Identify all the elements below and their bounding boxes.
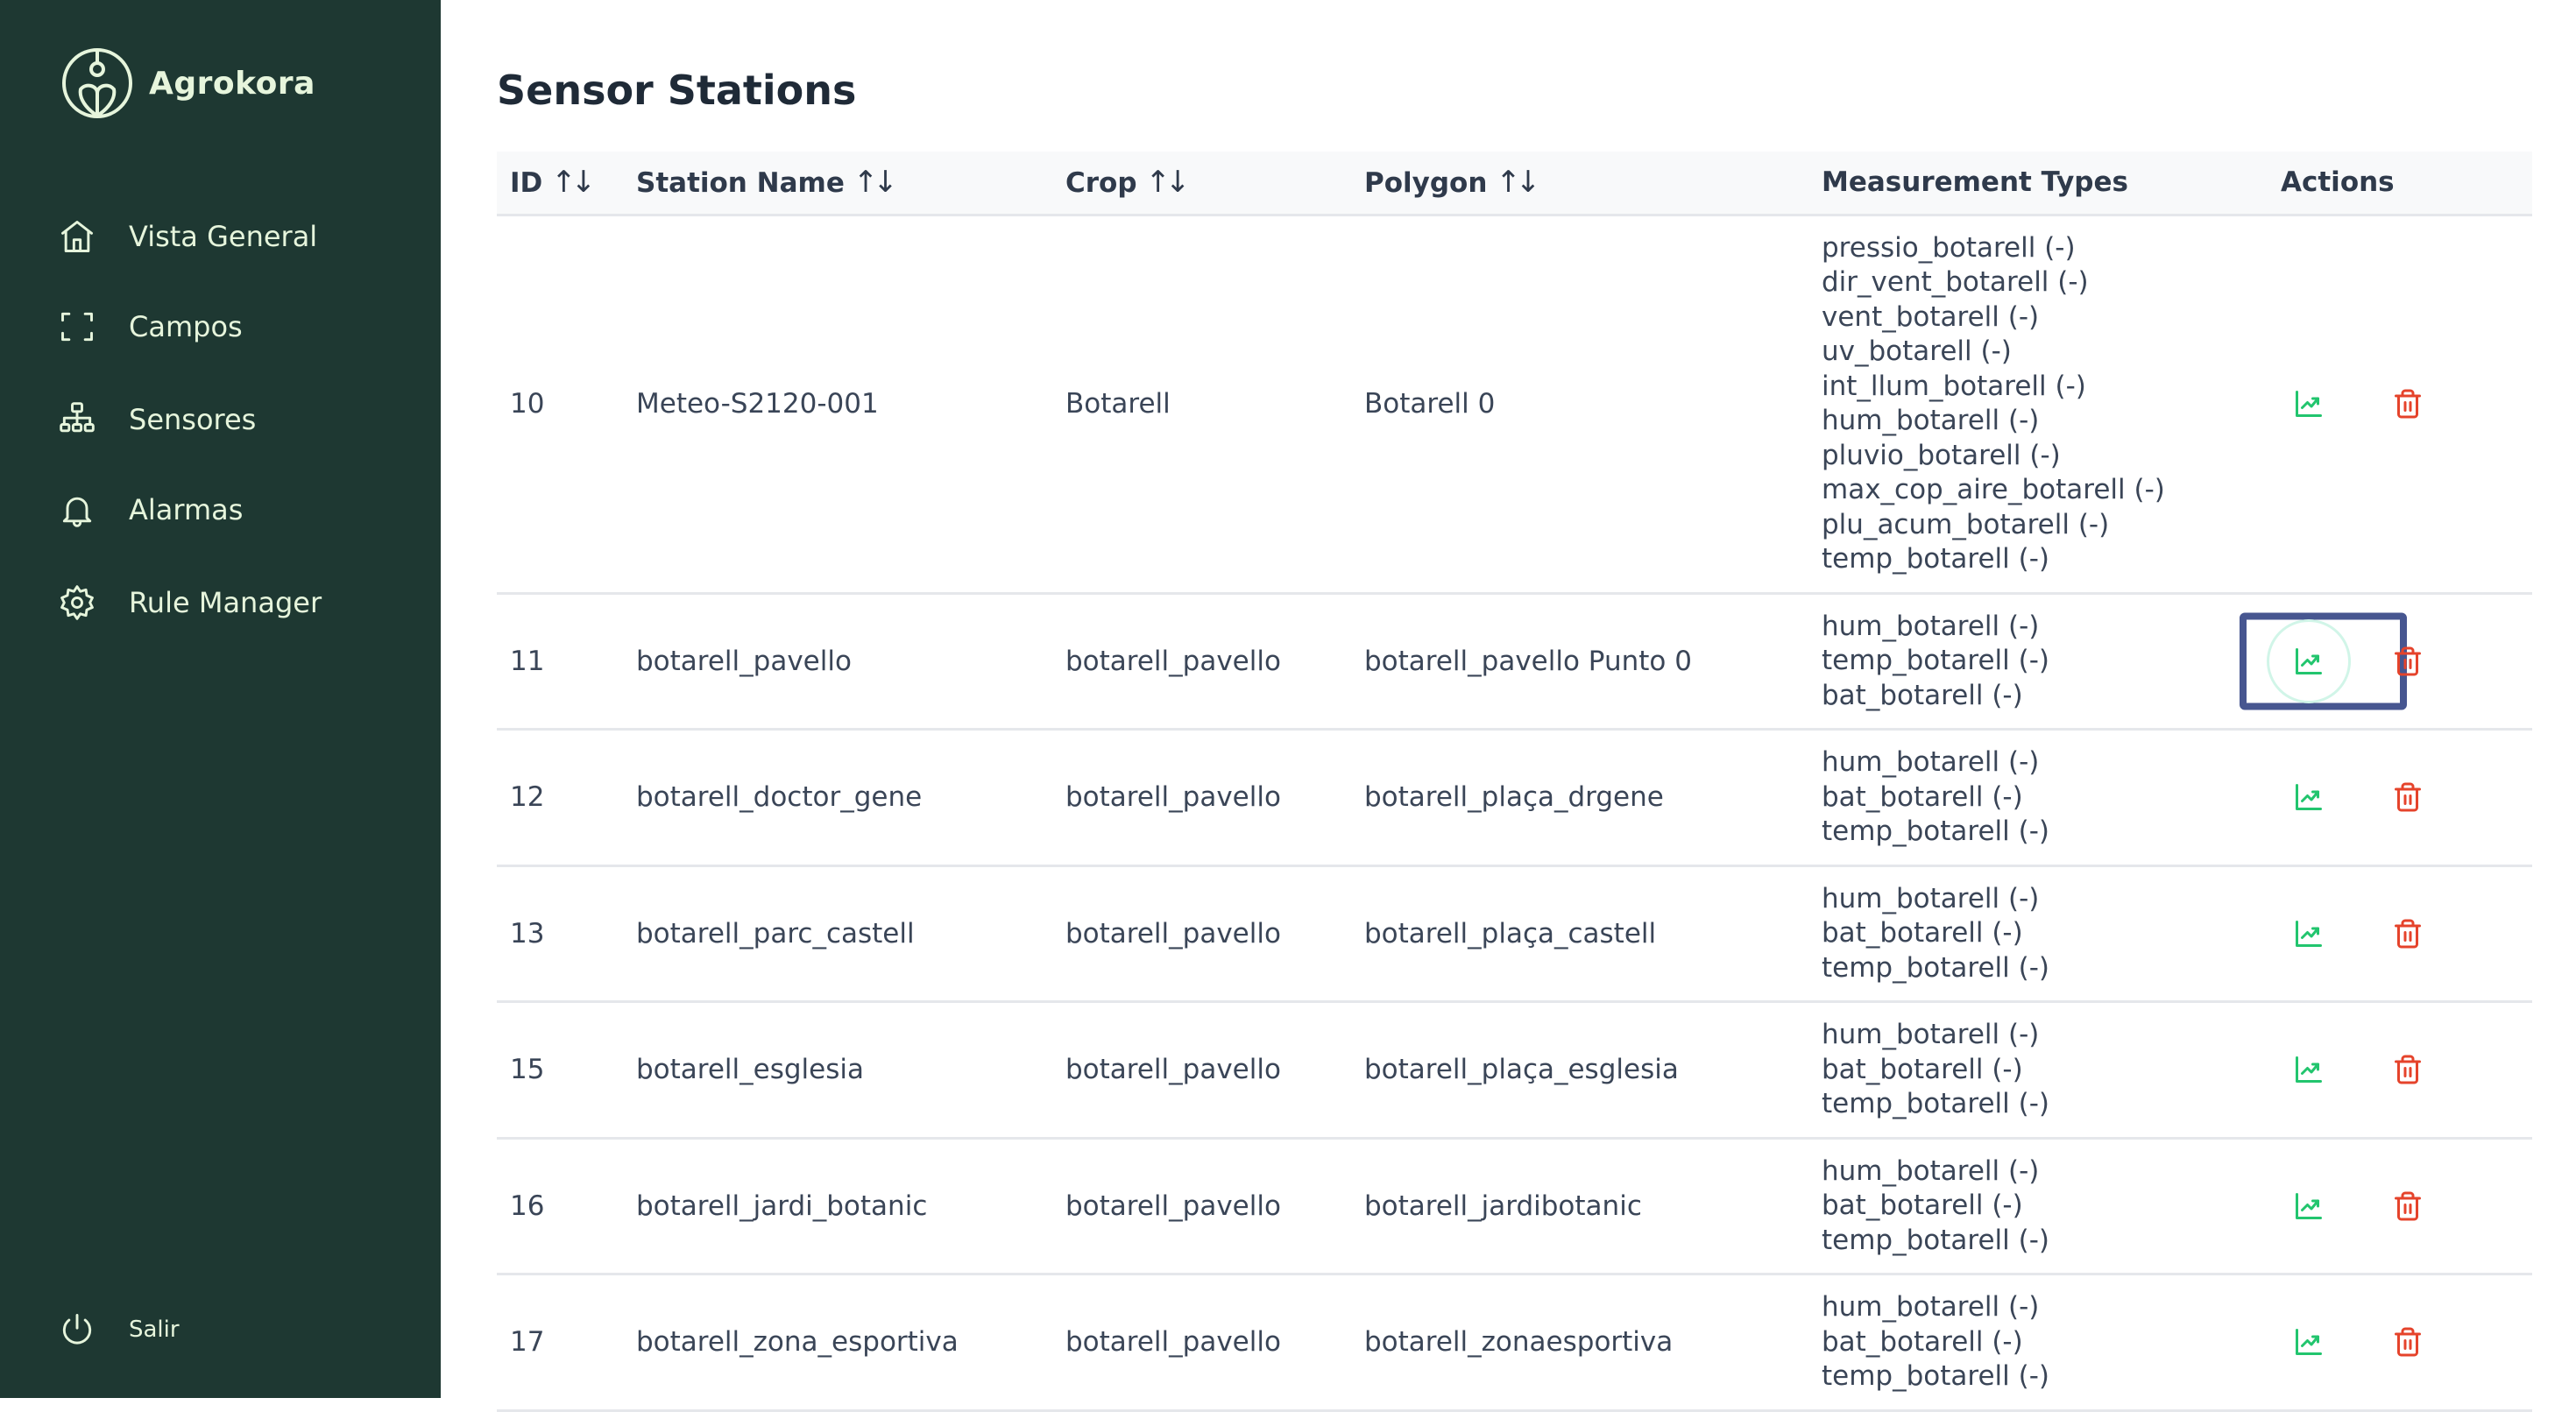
view-chart-button[interactable] (2267, 619, 2351, 703)
view-chart-button[interactable] (2267, 1164, 2351, 1248)
sensor-stations-table (497, 152, 2532, 1412)
delete-button[interactable] (2386, 639, 2430, 683)
cell-measurement-types (1808, 1274, 2268, 1411)
sidebar-item-label: Sensores (129, 403, 257, 436)
logout-button[interactable] (58, 1310, 180, 1349)
delete-button[interactable] (2386, 775, 2430, 819)
cell-measurement-types (1808, 730, 2268, 866)
table-row (497, 1274, 2532, 1411)
trash-icon (2392, 646, 2424, 677)
chart-line-icon (2293, 1326, 2325, 1358)
measurement-type: uv_botarell (-) (1822, 335, 2012, 367)
header-measurement-types: Measurement Types (1822, 166, 2128, 199)
measurement-type: dir_vent_botarell (-) (1822, 266, 2089, 298)
cell-station-name: botarell_zona_esportiva (636, 1326, 959, 1359)
header-polygon[interactable] (1351, 152, 1808, 215)
cell-crop: botarell_pavello (1065, 1190, 1281, 1222)
page-title: Sensor Stations (497, 67, 857, 114)
measurement-type: pressio_botarell (-) (1822, 231, 2076, 264)
sidebar-item-rule-manager[interactable] (58, 583, 322, 622)
logout-label: Salir (129, 1317, 180, 1343)
delete-button[interactable] (2386, 1320, 2430, 1364)
cell-station-name: botarell_jardi_botanic (636, 1190, 928, 1222)
bell-icon (58, 491, 96, 529)
measurement-type: bat_botarell (-) (1822, 780, 2023, 813)
measurement-type: bat_botarell (-) (1822, 1325, 2023, 1358)
home-icon (58, 217, 96, 256)
table-row (497, 593, 2532, 730)
cell-id: 17 (510, 1326, 545, 1359)
cell-station-name: botarell_esglesia (636, 1054, 865, 1086)
measurement-type: hum_botarell (-) (1822, 1291, 2040, 1323)
sidebar-item-label: Rule Manager (129, 586, 322, 619)
trash-icon (2392, 1190, 2424, 1222)
network-icon (58, 400, 96, 439)
sort-icon[interactable]: ↑↓ (551, 165, 591, 201)
view-chart-button[interactable] (2267, 892, 2351, 976)
scan-frame-icon (58, 307, 96, 346)
measurement-type: hum_botarell (-) (1822, 882, 2040, 914)
measurement-type: bat_botarell (-) (1822, 917, 2023, 949)
cell-station-name: Meteo-S2120-001 (636, 388, 879, 420)
measurement-type: temp_botarell (-) (1822, 1224, 2049, 1256)
table-row (497, 1002, 2532, 1139)
measurement-type: hum_botarell (-) (1822, 405, 2040, 436)
cell-crop: botarell_pavello (1065, 917, 1281, 950)
view-chart-button[interactable] (2267, 362, 2351, 446)
cell-actions (2268, 593, 2532, 730)
measurement-type: pluvio_botarell (-) (1822, 439, 2061, 471)
cell-station-name: botarell_pavello (636, 645, 852, 677)
measurement-type: hum_botarell (-) (1822, 746, 2040, 778)
cell-polygon: botarell_plaça_esglesia (1364, 1054, 1679, 1086)
sidebar-item-sensores[interactable] (58, 400, 256, 439)
table-row (497, 215, 2532, 593)
cell-actions (2268, 215, 2532, 593)
cell-crop: Botarell (1065, 388, 1171, 420)
cell-measurement-types (1808, 215, 2268, 593)
cell-id: 10 (510, 388, 545, 420)
delete-button[interactable] (2386, 1048, 2430, 1091)
trash-icon (2392, 388, 2424, 420)
cell-polygon: botarell_plaça_drgene (1364, 781, 1664, 814)
sort-icon[interactable]: ↑↓ (853, 165, 893, 201)
measurement-type: temp_botarell (-) (1822, 815, 2049, 847)
cell-station-name: botarell_parc_castell (636, 917, 915, 950)
power-icon (58, 1310, 96, 1349)
cell-polygon: botarell_pavello Punto 0 (1364, 645, 1692, 677)
view-chart-button[interactable] (2267, 1300, 2351, 1384)
sort-icon[interactable]: ↑↓ (1496, 165, 1536, 201)
measurement-type: hum_botarell (-) (1822, 1154, 2040, 1187)
chart-line-icon (2293, 646, 2325, 677)
cell-actions (2268, 730, 2532, 866)
header-id[interactable] (497, 152, 623, 215)
header-station-name[interactable] (623, 152, 1052, 215)
cell-id: 11 (510, 645, 545, 677)
cell-id: 13 (510, 917, 545, 950)
delete-button[interactable] (2386, 1184, 2430, 1228)
header-label: Polygon (1364, 167, 1488, 200)
trash-icon (2392, 1326, 2424, 1358)
header-actions: Actions (2281, 166, 2395, 199)
gear-icon (58, 583, 96, 622)
cell-actions (2268, 1274, 2532, 1411)
header-crop[interactable] (1052, 152, 1351, 215)
app-name: Agrokora (149, 65, 315, 102)
logo[interactable] (61, 47, 315, 119)
cell-polygon: Botarell 0 (1364, 388, 1496, 420)
sidebar-item-label: Vista General (129, 220, 318, 253)
measurement-type: temp_botarell (-) (1822, 1088, 2049, 1119)
cell-actions (2268, 865, 2532, 1002)
cell-crop: botarell_pavello (1065, 1326, 1281, 1359)
chart-line-icon (2293, 918, 2325, 950)
cell-crop: botarell_pavello (1065, 781, 1281, 814)
trash-icon (2392, 781, 2424, 813)
delete-button[interactable] (2386, 382, 2430, 426)
cell-measurement-types (1808, 865, 2268, 1002)
measurement-type: max_cop_aire_botarell (-) (1822, 474, 2165, 505)
trash-icon (2392, 918, 2424, 950)
view-chart-button[interactable] (2267, 755, 2351, 839)
sidebar (0, 0, 441, 1398)
measurement-type: hum_botarell (-) (1822, 610, 2040, 642)
sidebar-item-label: Alarmas (129, 493, 244, 526)
cell-id: 16 (510, 1190, 545, 1222)
measurement-type: temp_botarell (-) (1822, 1360, 2049, 1392)
table-header-row (497, 152, 2532, 215)
measurement-type: bat_botarell (-) (1822, 1053, 2023, 1085)
measurement-type: temp_botarell (-) (1822, 951, 2049, 984)
delete-button[interactable] (2386, 912, 2430, 956)
sort-icon[interactable]: ↑↓ (1145, 165, 1185, 201)
sidebar-item-alarmas[interactable] (58, 491, 243, 529)
chart-line-icon (2293, 388, 2325, 420)
header-label: ID (510, 167, 543, 200)
trash-icon (2392, 1054, 2424, 1085)
sidebar-item-label: Campos (129, 310, 243, 343)
measurement-type: temp_botarell (-) (1822, 645, 2049, 676)
sidebar-item-vista-general[interactable] (58, 217, 317, 256)
cell-measurement-types (1808, 1002, 2268, 1139)
cell-measurement-types (1808, 1138, 2268, 1274)
view-chart-button[interactable] (2267, 1027, 2351, 1112)
cell-id: 15 (510, 1054, 545, 1086)
cell-id: 12 (510, 781, 545, 814)
header-label: Station Name (636, 167, 845, 200)
measurement-type: bat_botarell (-) (1822, 1190, 2023, 1221)
table-row (497, 730, 2532, 866)
cell-measurement-types (1808, 593, 2268, 730)
cell-actions (2268, 1138, 2532, 1274)
cell-polygon: botarell_plaça_castell (1364, 917, 1657, 950)
measurement-type: plu_acum_botarell (-) (1822, 508, 2110, 540)
sidebar-item-campos[interactable] (58, 307, 243, 346)
table-body (497, 215, 2532, 1410)
measurement-type: int_llum_botarell (-) (1822, 370, 2086, 402)
table-row (497, 865, 2532, 1002)
table-row (497, 1138, 2532, 1274)
cell-actions (2268, 1002, 2532, 1139)
header-label: Crop (1065, 167, 1137, 200)
cell-station-name: botarell_doctor_gene (636, 781, 923, 814)
cell-crop: botarell_pavello (1065, 645, 1281, 677)
measurement-type: vent_botarell (-) (1822, 300, 2040, 333)
chart-line-icon (2293, 1190, 2325, 1222)
cell-polygon: botarell_jardibotanic (1364, 1190, 1642, 1222)
chart-line-icon (2293, 781, 2325, 813)
cell-crop: botarell_pavello (1065, 1054, 1281, 1086)
measurement-type: bat_botarell (-) (1822, 679, 2023, 711)
measurement-type: temp_botarell (-) (1822, 543, 2049, 575)
agrokora-logo-icon (61, 47, 133, 119)
measurement-type: hum_botarell (-) (1822, 1019, 2040, 1050)
chart-line-icon (2293, 1054, 2325, 1085)
cell-polygon: botarell_zonaesportiva (1364, 1326, 1674, 1359)
